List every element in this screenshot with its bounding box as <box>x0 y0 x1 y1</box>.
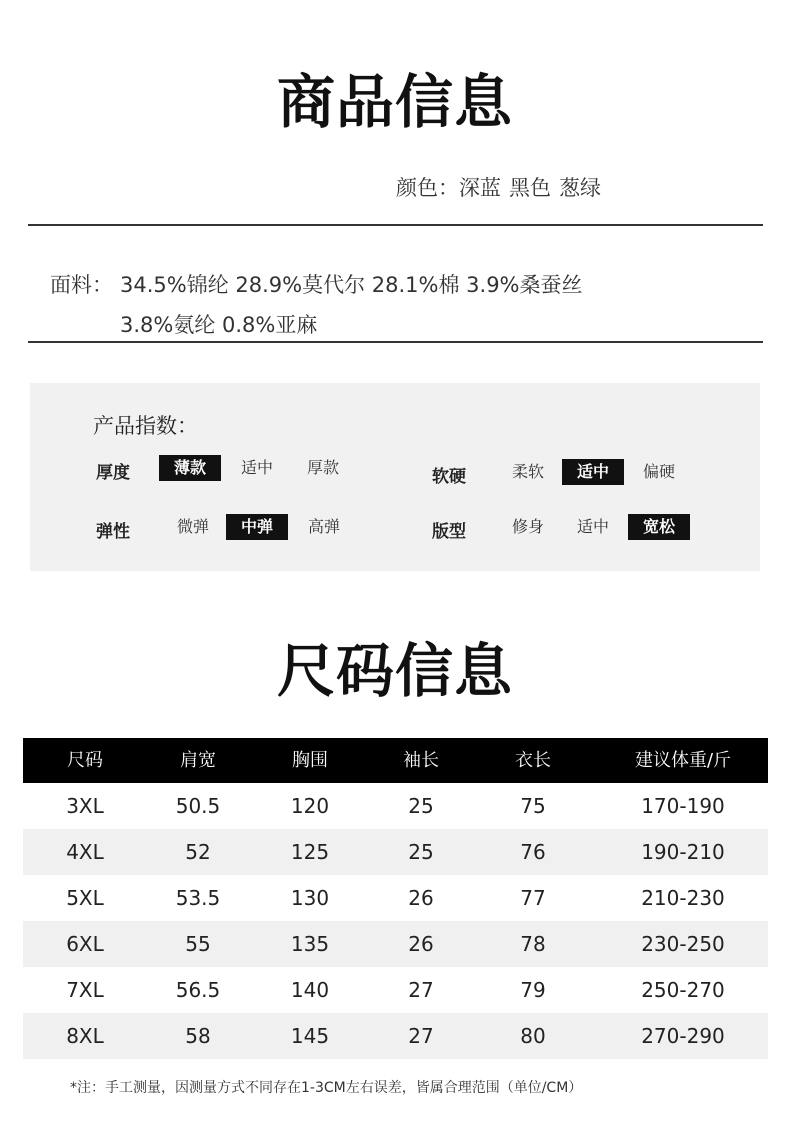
table-cell: 80 <box>520 1024 546 1048</box>
product-index-title: 产品指数： <box>93 414 198 438</box>
table-cell: 250-270 <box>641 978 725 1002</box>
color-option: 葱绿 <box>559 176 601 200</box>
table-cell: 4XL <box>66 840 104 864</box>
fit-option-selected: 宽松 <box>628 514 690 540</box>
softness-option: 偏硬 <box>642 462 675 481</box>
thickness-option-selected: 薄款 <box>159 455 221 481</box>
thickness-option: 适中 <box>240 458 273 477</box>
color-option: 深蓝 <box>459 176 501 200</box>
header-cell: 尺码 <box>67 750 103 771</box>
table-cell: 7XL <box>66 978 104 1002</box>
table-cell: 25 <box>408 840 434 864</box>
table-cell: 56.5 <box>175 978 221 1002</box>
fabric-label: 面料： <box>50 273 113 297</box>
thickness-label: 厚度 <box>96 463 130 483</box>
size-table-header <box>23 738 768 783</box>
table-row <box>23 783 768 829</box>
size-info-title: 尺码信息 <box>276 637 513 705</box>
elasticity-label: 弹性 <box>96 522 130 542</box>
table-cell: 5XL <box>66 886 104 910</box>
table-cell: 52 <box>185 840 211 864</box>
table-cell: 230-250 <box>641 932 725 956</box>
elasticity-option: 微弹 <box>176 517 209 536</box>
color-options <box>396 172 601 202</box>
table-cell: 77 <box>520 886 546 910</box>
product-info-title: 商品信息 <box>276 68 513 136</box>
table-cell: 125 <box>290 840 330 864</box>
table-cell: 55 <box>185 932 211 956</box>
table-cell: 53.5 <box>175 886 221 910</box>
softness-option-selected: 适中 <box>562 459 624 485</box>
table-cell: 79 <box>520 978 546 1002</box>
table-cell: 75 <box>520 794 546 818</box>
fabric-composition-line: 34.5%锦纶 28.9%莫代尔 28.1%棉 3.9%桑蚕丝 <box>120 273 583 297</box>
table-cell: 78 <box>520 932 546 956</box>
elasticity-option-selected: 中弹 <box>226 514 288 540</box>
table-cell: 145 <box>290 1024 330 1048</box>
table-cell: 58 <box>185 1024 211 1048</box>
elasticity-option: 高弹 <box>307 517 340 536</box>
table-cell: 140 <box>290 978 330 1002</box>
table-cell: 135 <box>290 932 330 956</box>
table-cell: 25 <box>408 794 434 818</box>
table-cell: 6XL <box>66 932 104 956</box>
table-cell: 270-290 <box>641 1024 725 1048</box>
header-cell: 肩宽 <box>180 750 216 771</box>
divider <box>28 224 763 226</box>
table-cell: 76 <box>520 840 546 864</box>
table-cell: 210-230 <box>641 886 725 910</box>
divider <box>28 341 763 343</box>
softness-label: 软硬 <box>432 467 466 487</box>
fit-option: 适中 <box>576 517 609 536</box>
color-option: 黑色 <box>509 176 551 200</box>
table-cell: 3XL <box>66 794 104 818</box>
thickness-option: 厚款 <box>306 458 339 477</box>
softness-option: 柔软 <box>511 462 544 481</box>
table-cell: 27 <box>408 1024 434 1048</box>
header-cell: 衣长 <box>515 750 551 771</box>
fabric-composition-line: 3.8%氨纶 0.8%亚麻 <box>120 313 318 337</box>
table-row <box>23 875 768 921</box>
table-cell: 8XL <box>66 1024 104 1048</box>
table-cell: 170-190 <box>641 794 725 818</box>
table-cell: 130 <box>290 886 330 910</box>
table-row <box>23 967 768 1013</box>
table-row <box>23 921 768 967</box>
colors-label: 颜色： <box>396 176 459 200</box>
table-cell: 26 <box>408 932 434 956</box>
table-cell: 27 <box>408 978 434 1002</box>
measurement-footnote: *注：手工测量，因测量方式不同存在1-3CM左右误差，皆属合理范围（单位/CM） <box>70 1080 583 1096</box>
table-cell: 26 <box>408 886 434 910</box>
table-cell: 190-210 <box>641 840 725 864</box>
header-cell: 建议体重/斤 <box>634 750 732 771</box>
table-cell: 50.5 <box>175 794 221 818</box>
fit-option: 修身 <box>511 517 544 536</box>
table-row <box>23 1013 768 1059</box>
header-cell: 胸围 <box>292 750 328 771</box>
fit-label: 版型 <box>432 522 466 542</box>
table-cell: 120 <box>290 794 330 818</box>
table-row <box>23 829 768 875</box>
header-cell: 袖长 <box>403 750 439 771</box>
